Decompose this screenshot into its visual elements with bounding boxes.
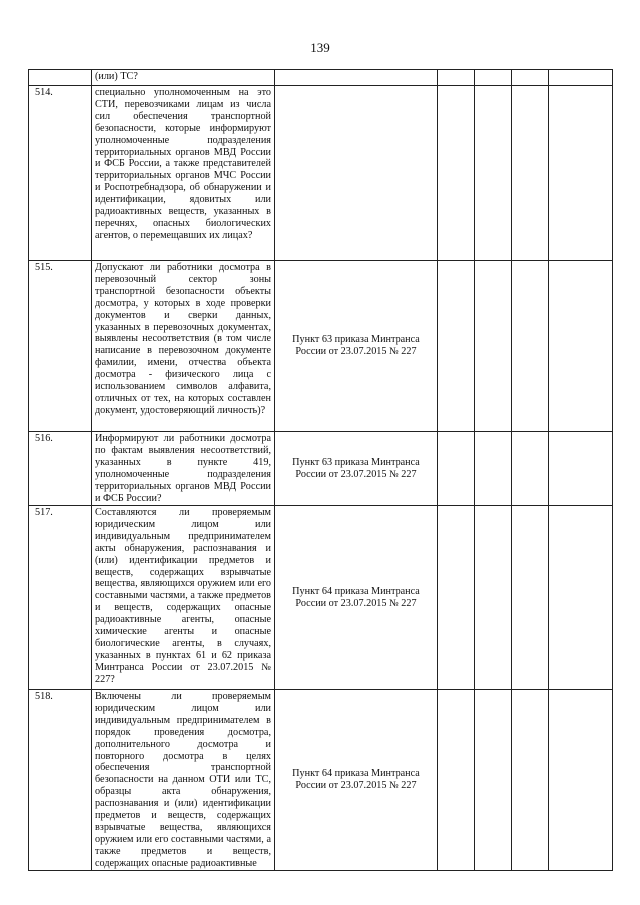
table-row <box>29 690 613 871</box>
answer-yes-cell <box>438 261 475 432</box>
answer-no-cell <box>475 506 512 690</box>
answer-na-cell <box>512 432 549 506</box>
question-cell: Допускают ли работники досмотра в перевозочный сектор зоны транспортной безопасности объекты досмотра, у которых в ходе проверки документов и сверки данных, указанных в перевозочных документах, выявлены несоответствия (в том числе написание в перевозочном документе фамилии, имени, отчества объекта досмотра - физического лица с использованием символов алфавита, отличных от тех, на которых составлен документ, удостоверяющий личность)? <box>92 261 275 432</box>
reference-cell: Пункт 63 приказа Минтранса России от 23.07.2015 № 227 <box>275 432 438 506</box>
question-cell: Информируют ли работники досмотра по фактам выявления несоответствий, указанных в пункте 419, уполномоченные подразделения территориальных органов МВД России и ФСБ России? <box>92 432 275 506</box>
comment-cell <box>549 261 613 432</box>
answer-na-cell <box>512 70 549 86</box>
comment-cell <box>549 432 613 506</box>
answer-na-cell <box>512 506 549 690</box>
page-number: 139 <box>310 40 330 55</box>
answer-na-cell <box>512 261 549 432</box>
row-number-cell: 515. <box>29 261 92 432</box>
reference-cell: Пункт 63 приказа Минтранса России от 23.07.2015 № 227 <box>275 261 438 432</box>
question-cell: специально уполномоченным на это СТИ, перевозчиками лицам из числа сил обеспечения транспортной безопасности, которые информируют уполномоченные подразделения территориальных органов МВД России и ФСБ России, а также представителей территориальных органов МЧС России и Роспотребнадзора, об обнаружении и идентификации, ядовитых или радиоактивных веществ, указанных в перечнях, опасных биологических агентов, о перемещавших их лицах? <box>92 86 275 261</box>
row-number-cell: 514. <box>29 86 92 261</box>
answer-yes-cell <box>438 690 475 871</box>
comment-cell <box>549 506 613 690</box>
question-cell: (или) ТС? <box>92 70 275 86</box>
comment-cell <box>549 70 613 86</box>
table-row <box>29 432 613 506</box>
table-row <box>29 261 613 432</box>
answer-no-cell <box>475 690 512 871</box>
checklist-table <box>28 69 613 871</box>
answer-yes-cell <box>438 432 475 506</box>
table-row <box>29 86 613 261</box>
answer-yes-cell <box>438 506 475 690</box>
row-number-cell: 518. <box>29 690 92 871</box>
question-cell: Включены ли проверяемым юридическим лицом или индивидуальным предпринимателем в порядок проведения досмотра, дополнительного досмотра и повторного досмотра в целях обеспечения транспортной безопасности на данном ОТИ или ТС, образцы акта обнаружения, распознавания и (или) идентификации предметов и веществ, содержащих взрывчатые вещества, являющихся оружием или его составными частями, а также предметов и веществ, содержащих опасные радиоактивные <box>92 690 275 871</box>
reference-cell <box>275 86 438 261</box>
answer-na-cell <box>512 86 549 261</box>
table-row <box>29 506 613 690</box>
answer-no-cell <box>475 432 512 506</box>
answer-na-cell <box>512 690 549 871</box>
reference-cell <box>275 70 438 86</box>
answer-no-cell <box>475 86 512 261</box>
reference-cell: Пункт 64 приказа Минтранса России от 23.07.2015 № 227 <box>275 690 438 871</box>
continuation-row <box>29 70 613 86</box>
answer-yes-cell <box>438 70 475 86</box>
answer-yes-cell <box>438 86 475 261</box>
row-number-cell: 516. <box>29 432 92 506</box>
row-number-cell: 517. <box>29 506 92 690</box>
row-number-cell <box>29 70 92 86</box>
reference-cell: Пункт 64 приказа Минтранса России от 23.07.2015 № 227 <box>275 506 438 690</box>
comment-cell <box>549 690 613 871</box>
question-cell: Составляются ли проверяемым юридическим лицом или индивидуальным предпринимателем акты обнаружения, распознавания и (или) идентификации предметов и веществ, содержащих взрывчатые вещества, являющихся оружием или его составными частями, а также предметов и веществ, содержащих опасные радиоактивные агенты, опасные химические агенты и опасные биологические агенты, в случаях, указанных в пунктах 61 и 62 приказа Минтранса России от 23.07.2015 № 227? <box>92 506 275 690</box>
answer-no-cell <box>475 70 512 86</box>
answer-no-cell <box>475 261 512 432</box>
comment-cell <box>549 86 613 261</box>
